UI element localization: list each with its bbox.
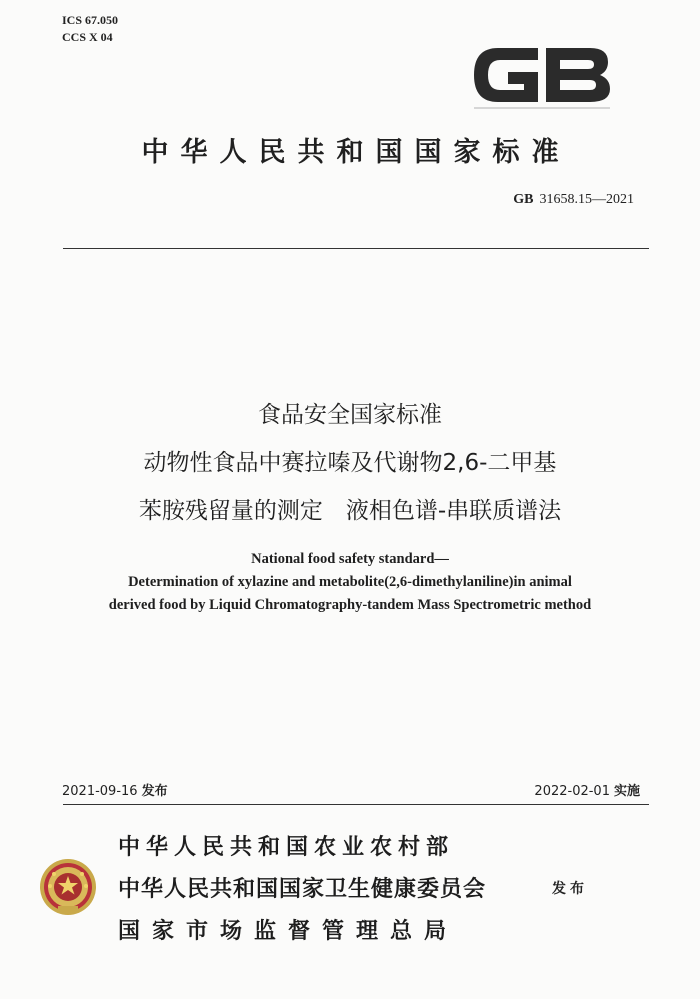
standard-number-prefix: GB bbox=[513, 192, 534, 207]
issue-date-value: 2021-09-16 bbox=[62, 784, 138, 799]
standard-type-title: 中华人民共和国国家标准 bbox=[141, 137, 571, 168]
implementation-date-label: 实施 bbox=[613, 784, 640, 799]
issuer-national-health-commission: 中华人民共和国国家卫生健康委员会 bbox=[118, 876, 487, 902]
classification-codes bbox=[62, 12, 118, 46]
english-title bbox=[0, 548, 700, 617]
english-title-line-2: Determination of xylazine and metabolite(2,6-dimethylaniline)in animal bbox=[128, 574, 572, 590]
issuing-authorities bbox=[118, 826, 486, 952]
standard-number bbox=[513, 192, 634, 208]
standard-number-value: 31658.15—2021 bbox=[539, 192, 634, 207]
chinese-title-line-3: 苯胺残留量的测定 液相色谱-串联质谱法 bbox=[138, 498, 562, 524]
issue-date bbox=[62, 780, 168, 799]
issuer-market-regulation: 国家市场监督管理总局 bbox=[118, 918, 459, 944]
english-title-line-1: National food safety standard— bbox=[251, 551, 449, 567]
ics-code: ICS 67.050 bbox=[62, 13, 119, 27]
chinese-title-line-2: 动物性食品中赛拉嗪及代谢物2,6-二甲基 bbox=[143, 450, 557, 476]
national-emblem-icon bbox=[38, 856, 98, 918]
chinese-title bbox=[0, 391, 700, 535]
english-title-line-3: derived food by Liquid Chromatography-tandem Mass Spectrometric method bbox=[108, 597, 592, 613]
issuer-ministry-agriculture: 中华人民共和国农业农村部 bbox=[118, 834, 455, 860]
chinese-title-line-1: 食品安全国家标准 bbox=[258, 402, 442, 428]
bottom-divider bbox=[63, 804, 649, 805]
publish-label: 发布 bbox=[552, 881, 588, 897]
issue-date-label: 发布 bbox=[141, 784, 168, 799]
ccs-code: CCS X 04 bbox=[62, 30, 113, 44]
gb-logo bbox=[468, 34, 616, 116]
implementation-date bbox=[534, 780, 640, 799]
implementation-date-value: 2022-02-01 bbox=[534, 784, 610, 799]
top-divider bbox=[63, 248, 649, 249]
